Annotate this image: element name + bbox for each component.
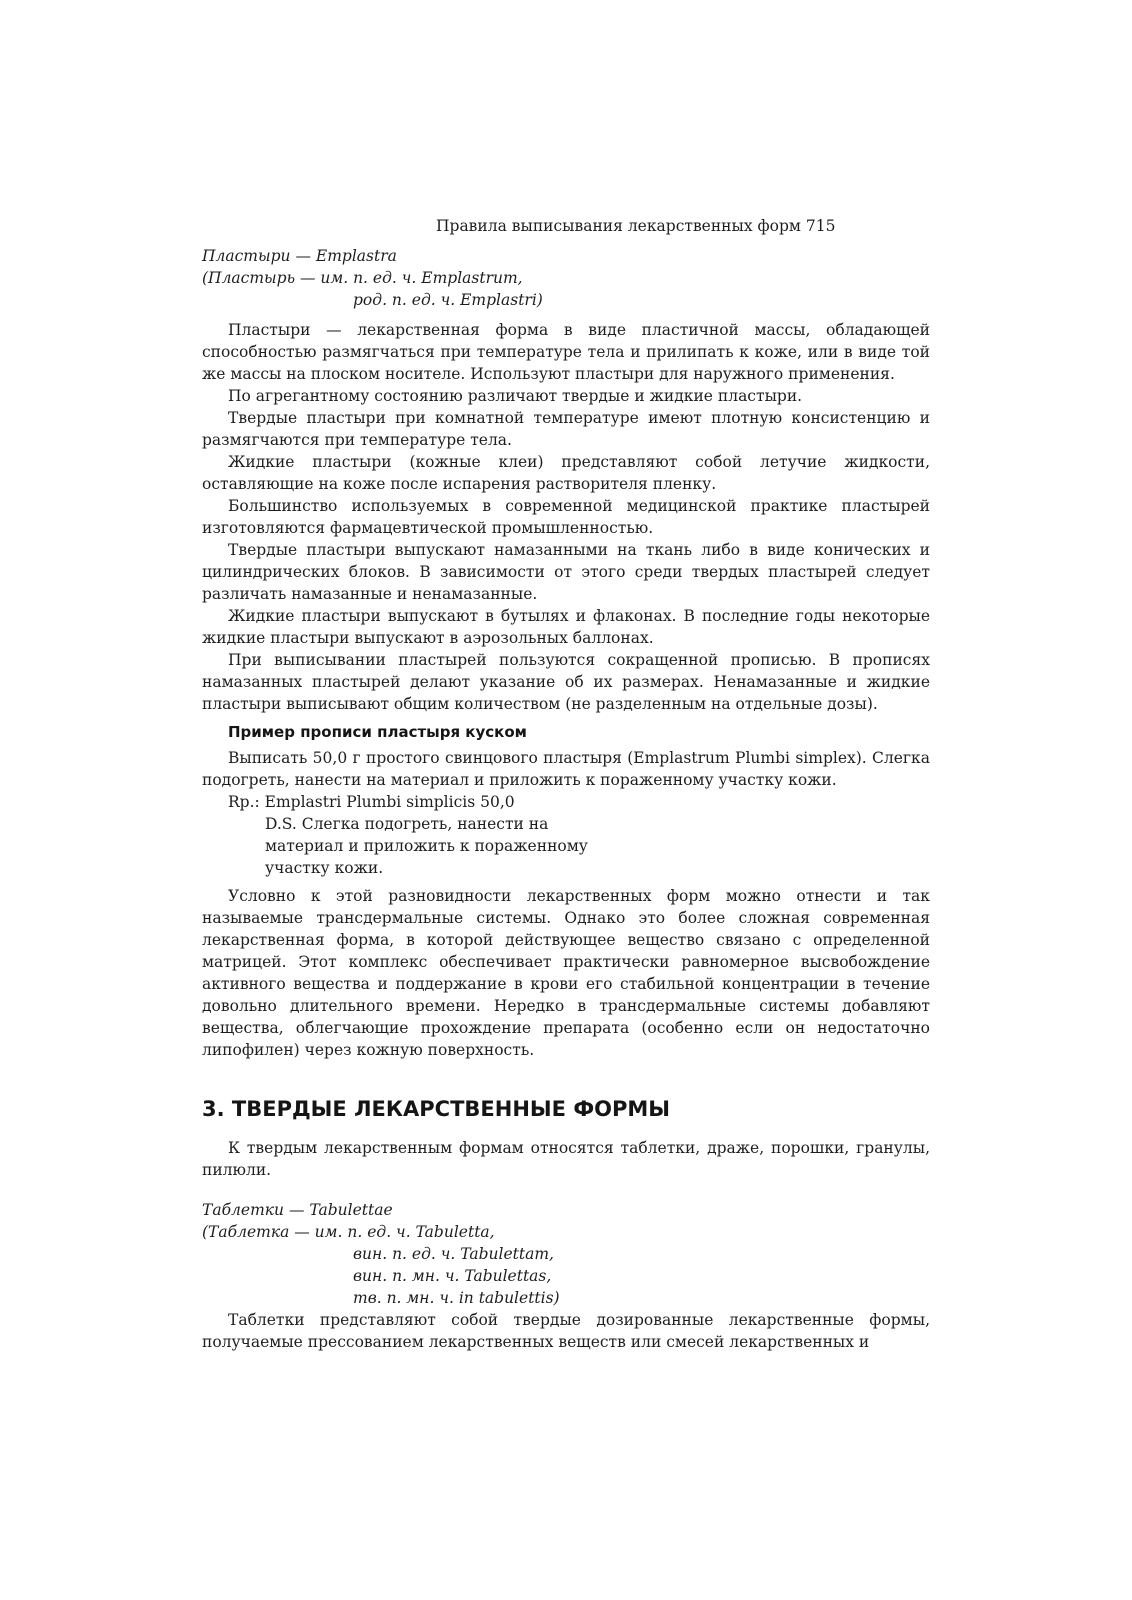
tablets-title-instrumental-pl: тв. п. мн. ч. in tabulettis) (353, 1289, 560, 1307)
paragraph-prescribing: При выписывании пластырей пользуются сокращенной прописью. В прописях намазанных пластырей делают указание об их размерах. Ненамазанные и жидкие пластыри выписывают общим количеством (не разделенным на отдельные дозы). (202, 651, 930, 713)
paragraph-transdermal: Условно к этой разновидности лекарственных форм можно отнести и так называемые трансдермальные системы. Однако это более сложная современная лекарственная форма, в которой действующее вещество связано с определенной матрицей. Этот комплекс обеспечивает практически равномерное высвобождение активного вещества и поддержание в крови его стабильной концентрации в течение довольно длительного времени. Нередко в трансдермальные системы добавляют вещества, облегчающие прохождение препарата (особенно если он недостаточно липофилен) через кожную поверхность. (202, 887, 930, 1059)
paragraph-liquid-forms: Жидкие пластыри выпускают в бутылях и флаконах. В последние годы некоторые жидкие пластыри выпускают в аэрозольных баллонах. (202, 607, 930, 647)
section-heading: 3. ТВЕРДЫЕ ЛЕКАРСТВЕННЫЕ ФОРМЫ (202, 1097, 671, 1121)
tablets-title-accusative-pl: вин. п. мн. ч. Tabulettas, (353, 1267, 552, 1285)
example-task: Выписать 50,0 г простого свинцового пластыря (Emplastrum Plumbi simplex). Слегка подогреть, нанести на материал и приложить к пораженному участку кожи. (202, 749, 930, 789)
paragraph-definition: Пластыри — лекарственная форма в виде пластичной массы, обладающей способностью размягчаться при температуре тела и прилипать к коже, или в виде той же массы на плоском носителе. Используют пластыри для наружного применения. (202, 321, 930, 383)
plasters-title: Пластыри — Emplastra (202, 247, 397, 265)
plasters-title-nominative: (Пластырь — им. п. ед. ч. Emplastrum, (202, 269, 523, 287)
paragraph-liquid: Жидкие пластыри (кожные клеи) представляют собой летучие жидкости, оставляющие на коже после испарения растворителя пленку. (202, 453, 930, 493)
tablets-title: Таблетки — Tabulettae (202, 1201, 393, 1219)
example-heading: Пример прописи пластыря куском (228, 723, 527, 741)
recipe-ds-line-3: участку кожи. (265, 859, 384, 877)
tablets-title-block (202, 1199, 930, 1309)
paragraph-solid: Твердые пластыри при комнатной температуре имеют плотную консистенцию и размягчаются при температуре тела. (202, 409, 930, 449)
paragraph-industry: Большинство используемых в современной медицинской практике пластырей изготовляются фармацевтической промышленностью. (202, 497, 930, 537)
recipe-block (202, 791, 930, 879)
tablets-title-accusative-sg: вин. п. ед. ч. Tabulettam, (353, 1245, 554, 1263)
plasters-title-block (202, 245, 930, 311)
recipe-ds-line-2: материал и приложить к пораженному (265, 837, 588, 855)
paragraph-states: По агрегантному состоянию различают твердые и жидкие пластыри. (228, 387, 803, 405)
section-3 (202, 1095, 930, 1353)
plasters-section (202, 245, 930, 1061)
paragraph-solid-forms: Твердые пластыри выпускают намазанными на ткань либо в виде конических и цилиндрических блоков. В зависимости от этого среди твердых пластырей следует различать намазанные и ненамазанные. (202, 541, 930, 603)
tablets-title-nominative: (Таблетка — им. п. ед. ч. Tabuletta, (202, 1223, 495, 1241)
paragraph-tablets: Таблетки представляют собой твердые дозированные лекарственные формы, получаемые прессованием лекарственных веществ или смесей лекарственных и (202, 1311, 930, 1351)
recipe-ds-line-1: D.S. Слегка подогреть, нанести на (265, 815, 549, 833)
section-intro: К твердым лекарственным формам относятся таблетки, драже, порошки, гранулы, пилюли. (202, 1139, 930, 1179)
running-head: Правила выписывания лекарственных форм 715 (436, 217, 836, 235)
plasters-title-genitive: род. п. ед. ч. Emplastri) (353, 291, 543, 309)
recipe-rp-line: Rp.: Emplastri Plumbi simplicis 50,0 (228, 793, 515, 811)
